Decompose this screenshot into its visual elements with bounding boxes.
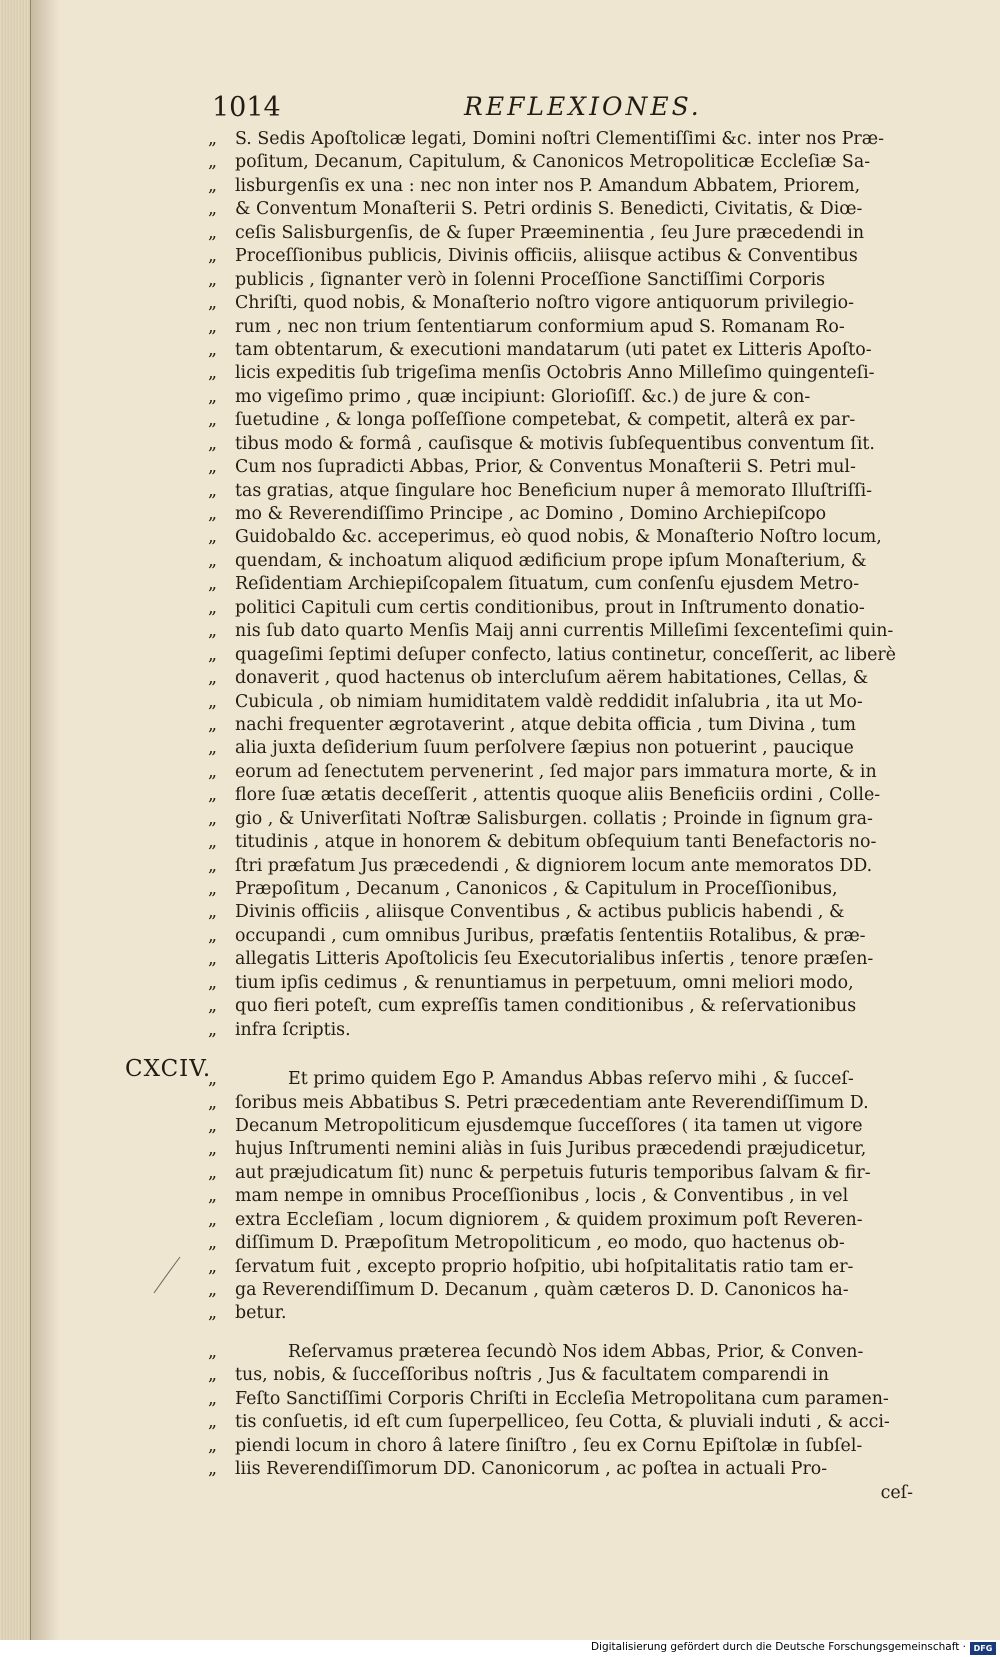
quote-mark: „ bbox=[208, 1412, 218, 1433]
line-text: eorum ad ſenectutem pervenerint , ſed major pars immatura morte, & in bbox=[235, 761, 877, 782]
quote-mark: „ bbox=[208, 316, 218, 337]
quote-mark: „ bbox=[208, 175, 218, 196]
text-line bbox=[208, 151, 913, 174]
pencil-mark-icon bbox=[150, 1255, 190, 1295]
quote-mark: „ bbox=[208, 668, 218, 689]
quote-mark: „ bbox=[208, 433, 218, 454]
line-text: Reſervamus præterea ſecundò Nos idem Abbas, Prior, & Conven- bbox=[288, 1341, 864, 1362]
line-text: Cum nos ſupradicti Abbas, Prior, & Conventus Monaſterii S. Petri mul- bbox=[235, 457, 856, 478]
quote-mark: „ bbox=[208, 714, 218, 735]
line-text: liis Reverendiſſimorum DD. Canonicorum , ac poſtea in actuali Pro- bbox=[235, 1459, 828, 1480]
line-text: tas gratias, atque ſingulare hoc Beneficium nuper â memorato Illuſtriſſi- bbox=[235, 480, 873, 501]
text-line bbox=[208, 620, 913, 643]
quote-mark: „ bbox=[208, 339, 218, 360]
line-text: Decanum Metropoliticum ejusdemque ſucceſſores ( ita tamen ut vigore bbox=[235, 1115, 863, 1136]
quote-mark: „ bbox=[208, 222, 218, 243]
text-line bbox=[208, 456, 913, 479]
text-line bbox=[208, 1279, 913, 1302]
digitization-footer bbox=[0, 1640, 1000, 1657]
line-text: infra ſcriptis. bbox=[235, 1019, 351, 1040]
quote-mark: „ bbox=[208, 527, 218, 548]
text-line bbox=[208, 901, 913, 924]
line-text: aut præjudicatum ſit) nunc & perpetuis futuris temporibus ſalvam & fir- bbox=[235, 1162, 871, 1183]
text-line bbox=[208, 1364, 913, 1387]
quote-mark: „ bbox=[208, 1092, 218, 1113]
text-line bbox=[208, 245, 913, 268]
line-text: poſitum, Decanum, Capitulum, & Canonicos Metropoliticæ Eccleſiæ Sa- bbox=[235, 152, 871, 173]
text-line bbox=[208, 855, 913, 878]
quote-mark: „ bbox=[208, 410, 218, 431]
running-head: REFLEXIONES. bbox=[464, 92, 702, 121]
text-line bbox=[208, 761, 913, 784]
line-text: ſuetudine , & longa poſſeſſione competebat, & competit, alterâ ex par- bbox=[235, 410, 856, 431]
line-text: tibus modo & formâ , cauſisque & motivis ſubſequentibus conventum ſit. bbox=[235, 433, 875, 454]
section-marginal-number: CXCIV. bbox=[125, 1056, 212, 1082]
line-text: occupandi , cum omnibus Juribus, præfatis ſententiis Rotalibus, & præ- bbox=[235, 925, 866, 946]
quote-mark: „ bbox=[208, 597, 218, 618]
quote-mark: „ bbox=[208, 574, 218, 595]
quote-mark: „ bbox=[208, 855, 218, 876]
quote-mark: „ bbox=[208, 925, 218, 946]
page-fore-edge bbox=[0, 0, 31, 1640]
quote-mark: „ bbox=[208, 480, 218, 501]
quote-mark: „ bbox=[208, 363, 218, 384]
line-text: tus, nobis, & ſucceſſoribus noſtris , Jus & facultatem comparendi in bbox=[235, 1365, 829, 1386]
body-text bbox=[208, 128, 913, 1505]
text-line bbox=[208, 1162, 913, 1185]
page-number: 1014 bbox=[212, 92, 281, 123]
quote-mark: „ bbox=[208, 1233, 218, 1254]
line-text: hujus Inſtrumenti nemini aliàs in ſuis Juribus præcedendi præjudicetur, bbox=[235, 1139, 867, 1160]
quote-mark: „ bbox=[208, 1115, 218, 1136]
quote-mark: „ bbox=[208, 972, 218, 993]
page-header bbox=[212, 92, 702, 128]
quote-mark: „ bbox=[208, 1435, 218, 1456]
text-line bbox=[208, 175, 913, 198]
line-text: ſervatum fuit , excepto proprio hoſpitio, ubi hoſpitalitatis ratio tam er- bbox=[235, 1256, 854, 1277]
text-line bbox=[208, 1458, 913, 1481]
quote-mark: „ bbox=[208, 1162, 218, 1183]
quote-mark: „ bbox=[208, 457, 218, 478]
quote-mark: „ bbox=[208, 1186, 218, 1207]
line-text: rum , nec non trium ſententiarum conformium apud S. Romanam Ro- bbox=[235, 316, 845, 337]
quote-mark: „ bbox=[208, 1303, 218, 1324]
quote-mark: „ bbox=[208, 691, 218, 712]
text-line bbox=[208, 292, 913, 315]
line-text: Guidobaldo &c. acceperimus, eò quod nobis, & Monaſterio Noſtro locum, bbox=[235, 527, 882, 548]
quote-mark: „ bbox=[208, 1341, 218, 1362]
line-text: tis conſuetis, id eſt cum ſuperpelliceo, ſeu Cotta, & pluviali induti , & acci- bbox=[235, 1412, 890, 1433]
line-text: ſoribus meis Abbatibus S. Petri præcedentiam ante Reverendiſſimum D. bbox=[235, 1092, 869, 1113]
text-line bbox=[208, 1138, 913, 1161]
catchword: ceſ- bbox=[880, 1482, 913, 1503]
line-text: Feſto Sanctiſſimi Corporis Chriſti in Eccleſia Metropolitana cum paramen- bbox=[235, 1388, 889, 1409]
gutter-shadow bbox=[30, 0, 60, 1640]
line-text: ſtri præfatum Jus præcedendi , & digniorem locum ante memoratos DD. bbox=[235, 855, 873, 876]
quote-mark: „ bbox=[208, 621, 218, 642]
quote-mark: „ bbox=[208, 1280, 218, 1300]
quote-mark: „ bbox=[208, 269, 218, 290]
line-text: quo fieri poteſt, cum expreſſis tamen conditionibus , & reſervationibus bbox=[235, 996, 857, 1017]
text-line bbox=[208, 339, 913, 362]
text-line bbox=[208, 1388, 913, 1411]
line-text: Reſidentiam Archiepiſcopalem ſituatum, cum conſenſu ejusdem Metro- bbox=[235, 574, 860, 595]
quote-mark: „ bbox=[208, 1139, 218, 1160]
line-text: donaverit , quod hactenus ob intercluſum aërem habitationes, Cellas, & bbox=[235, 668, 869, 689]
text-line bbox=[208, 808, 913, 831]
line-text: licis expeditis ſub trigeſima menſis Octobris Anno Milleſimo quingenteſi- bbox=[235, 363, 875, 384]
text-line bbox=[208, 667, 913, 690]
dfg-logo: DFG bbox=[970, 1642, 996, 1655]
text-line bbox=[208, 128, 913, 151]
text-line bbox=[208, 784, 913, 807]
line-text: flore ſuæ ætatis deceſſerit , attentis quoque aliis Beneficiis ordini , Colle- bbox=[235, 785, 881, 806]
quote-mark: „ bbox=[208, 949, 218, 970]
line-text: & Conventum Monaſterii S. Petri ordinis S. Benedicti, Civitatis, & Diœ- bbox=[235, 199, 863, 220]
text-line bbox=[208, 1092, 913, 1115]
text-line bbox=[208, 503, 913, 526]
quote-mark: „ bbox=[208, 902, 218, 923]
line-text: mo & Reverendiſſimo Principe , ac Domino , Domino Archiepiſcopo bbox=[235, 504, 827, 524]
quote-mark: „ bbox=[208, 644, 218, 665]
text-line bbox=[208, 1341, 913, 1364]
line-text: tium ipſis cedimus , & renuntiamus in perpetuum, omni meliori modo, bbox=[235, 972, 854, 993]
text-line bbox=[208, 1302, 913, 1325]
line-text: Chriſti, quod nobis, & Monaſterio noſtro vigore antiquorum privilegio- bbox=[235, 293, 854, 314]
text-line bbox=[208, 691, 913, 714]
line-text: S. Sedis Apoſtolicæ legati, Domini noſtri Clementiſſimi &c. inter nos Præ- bbox=[235, 129, 884, 149]
text-line bbox=[208, 1209, 913, 1232]
text-line bbox=[208, 198, 913, 221]
paragraph-gap bbox=[208, 1326, 913, 1341]
paragraph-gap bbox=[208, 1042, 913, 1068]
line-text: politici Capituli cum certis conditionibus, prout in Inſtrumento donatio- bbox=[235, 597, 865, 618]
line-text: mam nempe in omnibus Proceſſionibus , locis , & Conventibus , in vel bbox=[235, 1186, 849, 1207]
quote-mark: „ bbox=[208, 808, 218, 829]
quote-mark: „ bbox=[208, 996, 218, 1017]
quote-mark: „ bbox=[208, 1069, 218, 1090]
quote-mark: „ bbox=[208, 504, 218, 524]
line-text: mo vigeſimo primo , quæ incipiunt: Glorioſiſſ. &c.) de jure & con- bbox=[235, 386, 811, 407]
line-text: gio , & Univerſitati Noſtræ Salisburgen. collatis ; Proinde in ſignum gra- bbox=[235, 808, 873, 829]
quote-mark: „ bbox=[208, 1019, 218, 1040]
quote-mark: „ bbox=[208, 761, 218, 782]
quote-mark: „ bbox=[208, 386, 218, 407]
text-line bbox=[208, 972, 913, 995]
quote-mark: „ bbox=[208, 832, 218, 853]
quote-mark: „ bbox=[208, 129, 218, 149]
text-line bbox=[208, 362, 913, 385]
text-line bbox=[208, 925, 913, 948]
text-line bbox=[208, 878, 913, 901]
line-text: diſſimum D. Præpoſitum Metropoliticum , eo modo, quo hactenus ob- bbox=[235, 1233, 845, 1254]
text-line bbox=[208, 526, 913, 549]
line-text: quageſimi ſeptimi deſuper confecto, latius continetur, conceſſerit, ac liberè bbox=[235, 644, 896, 665]
line-text: Proceſſionibus publicis, Divinis officiis, aliisque actibus & Conventibus bbox=[235, 246, 858, 267]
line-text: nis ſub dato quarto Menſis Maij anni currentis Milleſimi ſexcenteſimi quin- bbox=[235, 621, 894, 642]
text-line bbox=[208, 714, 913, 737]
quote-mark: „ bbox=[208, 1459, 218, 1480]
line-text: titudinis , atque in honorem & debitum obſequium tanti Benefactoris no- bbox=[235, 832, 877, 853]
quote-mark: „ bbox=[208, 550, 218, 571]
text-line bbox=[208, 1068, 913, 1091]
line-text: piendi locum in choro â latere ſiniſtro , ſeu ex Cornu Epiſtolæ in ſubſel- bbox=[235, 1435, 863, 1456]
text-line bbox=[208, 316, 913, 339]
text-line bbox=[208, 995, 913, 1018]
text-line bbox=[208, 831, 913, 854]
line-text: betur. bbox=[235, 1303, 287, 1324]
line-text: lisburgenſis ex una : nec non inter nos P. Amandum Abbatem, Priorem, bbox=[235, 175, 861, 196]
line-text: allegatis Litteris Apoſtolicis ſeu Executorialibus inſertis , tenore præſen- bbox=[235, 949, 874, 970]
text-line bbox=[208, 222, 913, 245]
line-text: Divinis officiis , aliisque Conventibus , & actibus publicis habendi , & bbox=[235, 902, 845, 923]
line-text: quendam, & inchoatum aliquod ædificium prope ipſum Monaſterium, & bbox=[235, 550, 867, 571]
text-line bbox=[208, 1115, 913, 1138]
text-line bbox=[208, 573, 913, 596]
line-text: extra Eccleſiam , locum digniorem , & quidem proximum poſt Reveren- bbox=[235, 1209, 863, 1230]
quote-mark: „ bbox=[208, 1256, 218, 1277]
quote-mark: „ bbox=[208, 785, 218, 806]
line-text: tam obtentarum, & executioni mandatarum (uti patet ex Litteris Apoſto- bbox=[235, 339, 872, 360]
quote-mark: „ bbox=[208, 152, 218, 173]
text-line bbox=[208, 550, 913, 573]
text-line bbox=[208, 409, 913, 432]
quote-mark: „ bbox=[208, 1209, 218, 1230]
line-text: Præpoſitum , Decanum , Canonicos , & Capitulum in Proceſſionibus, bbox=[235, 879, 838, 899]
text-line bbox=[208, 1435, 913, 1458]
quote-mark: „ bbox=[208, 1365, 218, 1386]
quote-mark: „ bbox=[208, 199, 218, 220]
text-line bbox=[208, 1232, 913, 1255]
text-line bbox=[208, 433, 913, 456]
text-line bbox=[208, 1185, 913, 1208]
text-line bbox=[208, 644, 913, 667]
line-text: ceſis Salisburgenſis, de & ſuper Præeminentia , ſeu Jure præcedendi in bbox=[235, 222, 865, 243]
line-text: Cubicula , ob nimiam humiditatem valdè reddidit inſalubria , ita ut Mo- bbox=[235, 691, 863, 712]
line-text: nachi frequenter ægrotaverint , atque debita officia , tum Divina , tum bbox=[235, 714, 857, 735]
line-text: ga Reverendiſſimum D. Decanum , quàm cæteros D. D. Canonicos ha- bbox=[235, 1280, 849, 1300]
quote-mark: „ bbox=[208, 1388, 218, 1409]
line-text: publicis , ſignanter verò in ſolenni Proceſſione Sanctiſſimi Corporis bbox=[235, 269, 826, 290]
text-line bbox=[208, 737, 913, 760]
quote-mark: „ bbox=[208, 738, 218, 759]
text-line bbox=[208, 480, 913, 503]
text-line bbox=[208, 948, 913, 971]
text-line bbox=[208, 1019, 913, 1042]
quote-mark: „ bbox=[208, 293, 218, 314]
line-text: alia juxta deſiderium ſuum perſolvere ſæpius non potuerint , paucique bbox=[235, 738, 854, 759]
text-line bbox=[208, 597, 913, 620]
line-text: Et primo quidem Ego P. Amandus Abbas reſervo mihi , & ſucceſ- bbox=[288, 1069, 854, 1090]
text-line bbox=[208, 386, 913, 409]
funding-credit: Digitalisierung gefördert durch die Deutsche Forschungsgemeinschaft · bbox=[590, 1641, 966, 1653]
text-line bbox=[208, 1411, 913, 1434]
quote-mark: „ bbox=[208, 246, 218, 267]
text-line bbox=[208, 1256, 913, 1279]
quote-mark: „ bbox=[208, 879, 218, 899]
text-line bbox=[208, 269, 913, 292]
